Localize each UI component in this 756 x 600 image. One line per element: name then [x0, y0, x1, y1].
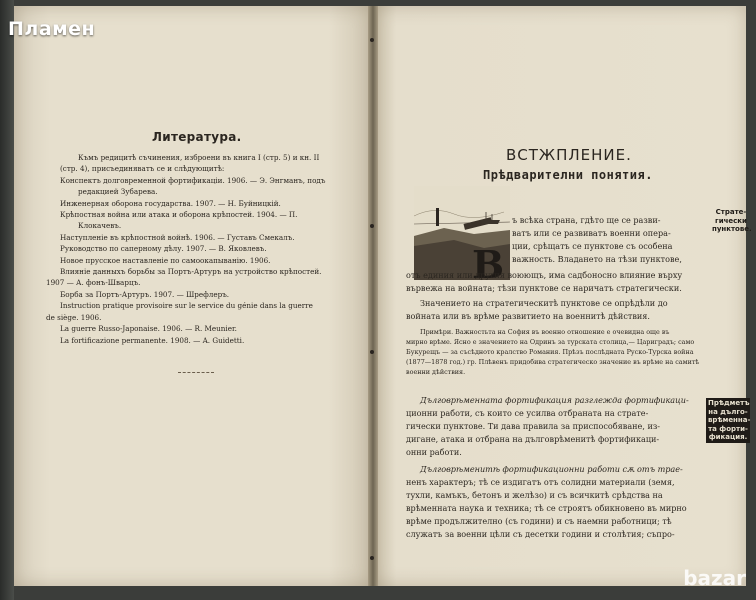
paragraph-line: войната или въ врѣме развитието на военнитѣ дѣйствия.	[406, 311, 650, 321]
literature-line: Конспектъ долговременной фортификаціи. 1906. — Э. Энгманъ, подъ	[60, 175, 326, 185]
margin-note-line: Прѣдметъ	[708, 399, 750, 407]
margin-note-line: фикация.	[708, 433, 748, 441]
chapter-title: ВСТЖПЛЕНИЕ.	[506, 146, 632, 164]
paragraph-line: ции, срѣщатъ се пунктове съ особена	[512, 241, 673, 251]
literature-line: La fortificazione permanente. 1908. — A. Guidetti.	[60, 335, 245, 345]
literature-line: Наступленіе въ крѣпостной войнѣ. 1906. — Густавъ Смекалъ.	[60, 232, 295, 242]
paragraph-line: дигане, атака и отбрана на дълговрѣменитѣ фортификаци-	[406, 434, 660, 444]
paragraph-line: ненъ характеръ; тѣ се издигатъ отъ солидни материали (земя,	[406, 477, 675, 487]
paragraph-line: важность. Владането на тѣзи пунктове,	[512, 254, 682, 264]
paragraph-line: врѣме продължително (съ години) и съ наемни работници; тѣ	[406, 516, 672, 526]
margin-note-line: та форти-	[708, 424, 748, 433]
stitch-hole	[370, 224, 374, 228]
paragraph-line: Дълговрѣменната фортификация разглежда фортификаци-	[420, 395, 689, 405]
example-line: военни дѣйствия.	[406, 368, 466, 376]
stitch-hole	[370, 556, 374, 560]
paragraph-line: врѣменната наука и техника; тѣ се строятъ обикновено въ мирно	[406, 503, 687, 513]
coastal-fortress-illustration	[414, 186, 510, 280]
example-line: Примѣри. Важностьта на София въ военно отношение е очевидна още въ	[420, 328, 670, 336]
literature-line: редакцией Зубарева.	[78, 187, 158, 197]
paragraph-line: ватъ или се развиватъ военни опера-	[512, 228, 671, 238]
literature-line: Къмъ редицитѣ съчинения, изброени въ книга I (стр. 5) и кн. II	[78, 153, 320, 162]
literature-line: de siège. 1906.	[46, 312, 102, 322]
watermark-seller: Пламен	[8, 18, 96, 40]
book-spine	[0, 0, 14, 600]
stitch-hole	[370, 38, 374, 42]
paragraph-line: ъ всѣка страна, гдѣто ще се разви-	[512, 215, 661, 225]
literature-line: Руководство по саперному дѣлу. 1907. — В. Яковлевъ.	[60, 244, 267, 254]
margin-note-fortification	[706, 398, 750, 443]
paragraph-line: ционни работи, съ които се усилва отбраната на страте-	[406, 408, 649, 418]
margin-note-line: врѣменна-	[708, 416, 751, 424]
margin-note-line: Страте-	[715, 208, 747, 216]
literature-list	[46, 152, 360, 346]
paragraph-line: отъ единия или другия воюющъ, има садбоносно влияние върху	[406, 270, 683, 280]
stitch-hole	[370, 350, 374, 354]
literature-title: Литература.	[152, 130, 242, 144]
literature-line: (стр. 4), присъединяватъ се и слѣдующитѣ:	[60, 164, 225, 174]
literature-line: Клокачевъ.	[78, 221, 122, 231]
margin-note-line: пунктове.	[712, 225, 752, 233]
section-divider	[178, 372, 214, 373]
paragraph-line: Значението на стратегическитѣ пунктове се опрѣдѣли до	[420, 298, 668, 308]
paragraph-line: служатъ за военни цѣли съ десетки години и столѣтия; съпро-	[406, 529, 675, 539]
paragraph-line: онни работи.	[406, 447, 462, 457]
literature-line: 1907 — А. фонъ-Шварцъ.	[46, 278, 141, 288]
drop-cap: В	[472, 242, 505, 280]
paragraph-line: Дълговрѣменитѣ фортификационни работи сѫ отъ трае-	[420, 464, 683, 474]
literature-line: Борба за Портъ-Артуръ. 1907. — Шрефлеръ.	[60, 289, 230, 299]
paragraph-line: гически пунктове. Ти дава правила за приспособяване, из-	[406, 421, 661, 431]
literature-line: La guerre Russo-Japonaise. 1906. — R. Meunier.	[60, 324, 237, 334]
literature-line: Instruction pratique provisoire sur le service du génie dans la guerre	[60, 301, 313, 311]
margin-note-line: на дълго-	[708, 407, 748, 416]
book-gutter	[368, 6, 378, 586]
example-line: (1877—1878 год.) гр. Плѣвенъ придобива стратегическо значение въ врѣме на самитѣ	[406, 358, 700, 366]
watermark-bazar-logo: bazar	[683, 566, 746, 590]
literature-line: Инженерная оборона государства. 1907. — Н. Буйницкій.	[60, 198, 281, 208]
margin-note-line: гически	[715, 216, 747, 225]
literature-line: Крѣпостная война или атака и оборона крѣпостей. 1904. — П.	[60, 210, 298, 220]
literature-line: Новое прусское наставленіе по самоокапыванію. 1906.	[60, 255, 271, 265]
example-line: мирно врѣме. Ясно е значението на Одринъ за турската столица,— Цариградъ; само	[406, 338, 695, 346]
margin-note-strategic	[712, 208, 750, 234]
chapter-subtitle: Прѣдварителни понятия.	[483, 168, 653, 182]
paragraph-line: вървежа на войната; тѣзи пунктове се наричатъ стратегически.	[406, 283, 682, 293]
literature-line: Влияніе данныхъ борьбы за Портъ-Артуръ на устройство крѣпостей.	[60, 267, 322, 277]
paragraph-line: тухли, камъкъ, бетонъ и желѣзо) и съ всичкитѣ срѣдства на	[406, 490, 663, 500]
example-line: Букурещъ — за съсѣдното кралство Романия. Прѣзъ послѣдната Руско-Турска война	[406, 348, 694, 356]
